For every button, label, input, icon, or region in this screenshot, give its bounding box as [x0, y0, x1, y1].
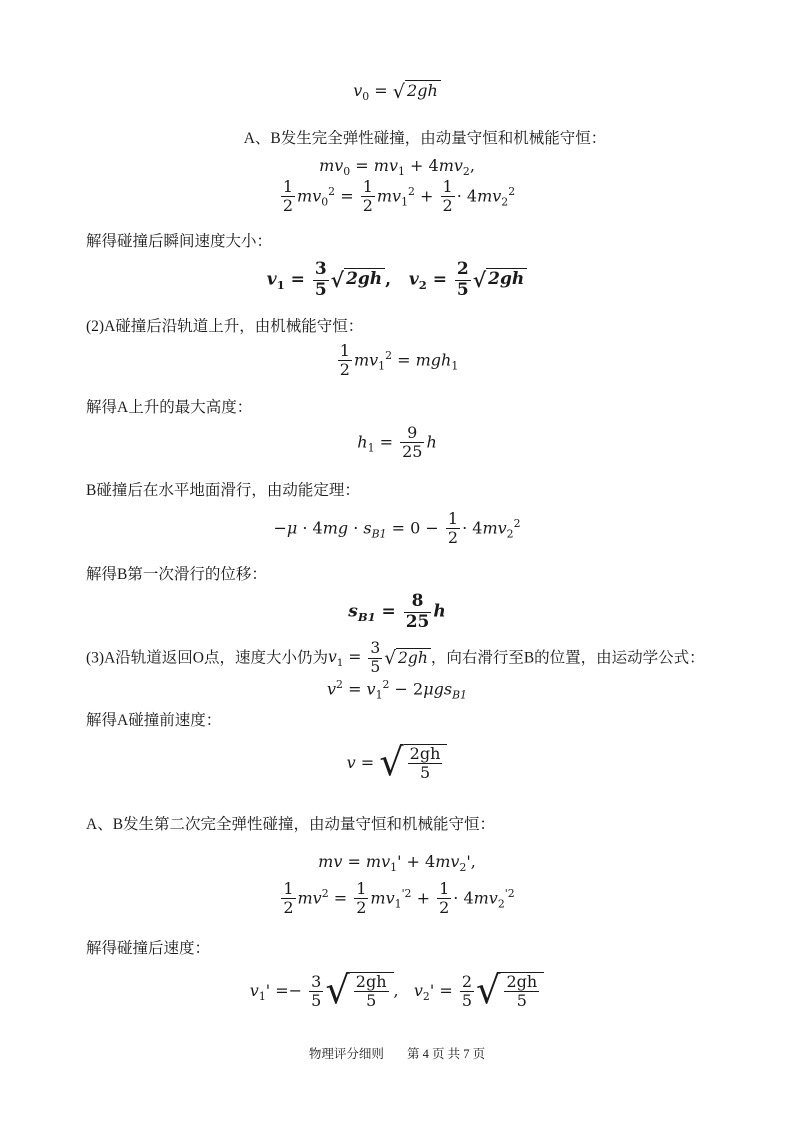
- equation-energy-A: $\frac{1}{2}$ $mv_1^2 = mgh_1$: [339, 341, 459, 380]
- text-collision-intro: A、B发生完全弹性碰撞，由动量守恒和机械能守恒：: [243, 130, 607, 147]
- text-part3-b: ，向右滑行至B的位置，由运动学公式：: [430, 649, 705, 667]
- text-solve-after: 解得碰撞后速度：: [86, 940, 211, 957]
- text-second-collision: A、B发生第二次完全弹性碰撞，由动量守恒和机械能守恒：: [86, 816, 496, 833]
- equation-energy: $\frac{1}{2}$ $mv_0^2$ = $\frac{1}{2}$ $mv_1^2$ + $\frac{1}{2}$ · $4mv_2^2$: [282, 177, 516, 216]
- text-solve-displacement: 解得B第一次滑行的位移：: [86, 566, 267, 583]
- equation-kinematics: $v^2 = v_1^2 - 2\mu gs_{B1}$: [327, 678, 467, 702]
- text-solve-v: 解得A碰撞前速度：: [86, 712, 222, 729]
- text-solve-velocities: 解得碰撞后瞬间速度大小：: [86, 233, 273, 250]
- equation-v1-v2: $v_1$ = $\frac{3}{5}$ √ 2gh , $v_2$ = $\frac{2}{5}$ √ 2gh: [0, 260, 794, 300]
- equation-v0: $v_0$ = √ 2gh: [0, 80, 794, 103]
- text-part2-intro: (2)A碰撞后沿轨道上升，由机械能守恒：: [86, 318, 364, 335]
- text-part3-a: (3)A沿轨道返回O点，速度大小仍为: [86, 649, 328, 667]
- equation-energy-2: $\frac{1}{2}$ $mv^2$ = $\frac{1}{2}$ $mv_1^{'2}$ + $\frac{1}{2}$ · $4mv_2^{'2}$: [283, 879, 515, 918]
- equation-momentum: $mv_0 = mv_1 + 4mv_2$,: [319, 156, 475, 179]
- footer-doc-title: 物理评分细则: [308, 1047, 384, 1061]
- equation-momentum-2: mv = $mv_1' + 4mv_2'$,: [318, 852, 476, 875]
- equation-work-energy: $-\mu \cdot 4mg \cdot s_{B1} = 0$ − $\frac{1}{2}$ · $4mv_2^2$: [273, 509, 521, 548]
- equation-v: v = √ $\frac{2gh}{5}$: [0, 744, 794, 783]
- text-B-slide: B碰撞后在水平地面滑行，由动能定理：: [86, 482, 360, 499]
- text-solve-height: 解得A上升的最大高度：: [86, 399, 253, 416]
- text-part3-intro: (3)A沿轨道返回O点，速度大小仍为$v_1$ = $\frac{3}{5}$ √ 2gh ，向右滑行至B的位置，由运动学公式：: [86, 639, 705, 676]
- equation-h1: $h_1$ = $\frac{9}{25}$ h: [357, 423, 437, 462]
- equation-v1p-v2p: $v_1'$ =− $\frac{3}{5}$ √ $\frac{2gh}{5}$ , $v_2'$ = $\frac{2}{5}$ √ $\frac{2gh}{5}$: [0, 972, 794, 1011]
- equation-sB1: $s_{B1}$ = $\frac{8}{25}$ h: [348, 591, 446, 632]
- page-footer: [0, 1044, 794, 1062]
- footer-page-info: 第 4 页 共 7 页: [407, 1047, 486, 1061]
